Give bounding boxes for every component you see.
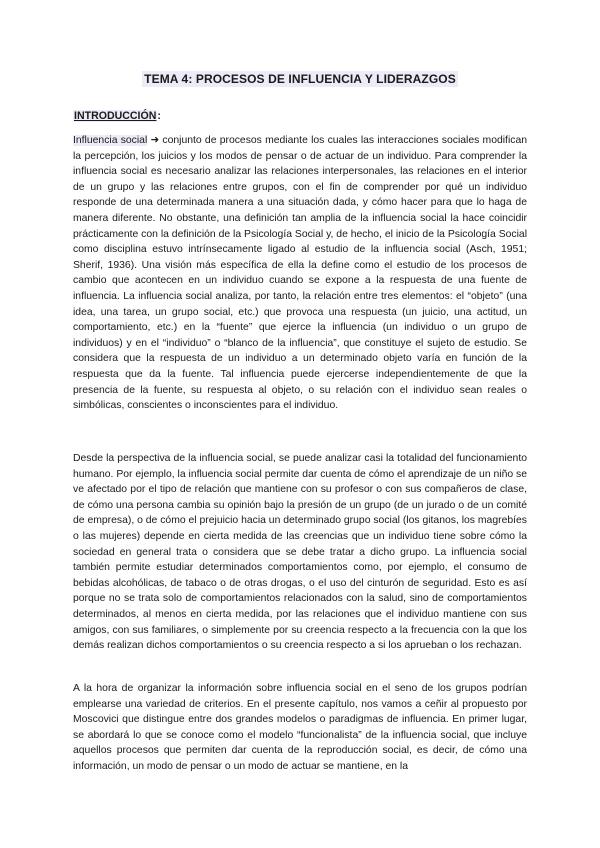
- page-title-text: TEMA 4: PROCESOS DE INFLUENCIA Y LIDERAZGOS: [144, 72, 456, 86]
- section-heading-text: INTRODUCCIÓN: [74, 110, 157, 122]
- paragraph-1-text: ➜ conjunto de procesos mediante los cuales las interacciones sociales modifican la percepción, los juicios y los modos de pensar o de actuar de un individuo. Para comprender la influencia social es necesario analizar las relaciones interpersonales, las relaciones en el interior de un grupo y las relaciones entre grupos, con el fin de comprender por qué un individuo responde de una determinada manera a una situación dada, y cómo hacer para que lo haga de manera diferente. No obstante, una definición tan amplia de la influencia social la hace coincidir prácticamente con la definición de la Psicología Social y, de hecho, el inicio de la Psicología Social como disciplina estuvo intrínsecamente ligado al estudio de la influencia social (Asch, 1951; Sherif, 1936). Una visión más específica de ella la define como el estudio de los procesos de cambio que acontecen en un individuo cuando se expone a la respuesta de una fuente de influencia. La influencia social analiza, por tanto, la relación entre tres elementos: el “objeto” (una idea, una tarea, un grupo social, etc.) que provoca una respuesta (un juicio, una actitud, un comportamiento, etc.) en la “fuente” que ejerce la influencia (un individuo o un grupo de individuos) y en el “individuo” o “blanco de la influencia”, que constituye el sujeto de estudio. Se considera que la respuesta de un individuo a un determinado objeto varía en función de la respuesta que da la fuente. Tal influencia puede ejercerse independientemente de que la presencia de la fuente, su respuesta al objeto, o su relación con el individuo sean reales o simbólicas, conscientes o inconscientes para el individuo.: [73, 135, 528, 412]
- page-title: [0, 72, 600, 86]
- paragraph-2-text: Desde la perspectiva de la influencia social, se puede analizar casi la totalidad del funcionamiento humano. Por ejemplo, la influencia social permite dar cuenta de cómo el aprendizaje de un niño se ve afectado por el tipo de relación que mantiene con su profesor o con sus compañeros de clase, de cómo una persona cambia su opinión bajo la presión de un grupo (de un jurado o de un comité de empresa), o de cómo el prejuicio hacia un determinado grupo social (los gitanos, los magrebíes o las mujeres) depende en cierta medida de las creencias que un individuo tiene sobre cómo la sociedad en general trata o considera que se debe tratar a dicho grupo. La influencia social también permite estudiar determinados comportamientos como, por ejemplo, el consumo de bebidas alcohólicas, de tabaco o de otras drogas, o el uso del cinturón de seguridad. Esto es así porque no se trata solo de comportamientos relacionados con la salud, sino de comportamientos determinados, al menos en cierta medida, por las relaciones que el individuo mantiene con sus amigos, con sus familiares, o simplemente por su creencia respecto a la frecuencia con la que los demás realizan dichos comportamientos o su creencia respecto a si los aprueban o los rechazan.: [73, 453, 527, 652]
- section-heading: [73, 110, 161, 122]
- paragraph-2: [73, 451, 527, 654]
- paragraph-3-text: A la hora de organizar la información sobre influencia social en el seno de los grupos podrían emplearse una variedad de criterios. En el presente capítulo, nos vamos a ceñir al propuesto por Moscovici que distingue entre dos grandes modelos o paradigmas de influencia. En primer lugar, se abordará lo que se conoce como el modelo “funcionalista” de la influencia social, que incluye aquellos procesos que permiten dar cuenta de la reproducción social, es decir, de cómo una información, un modo de pensar o un modo de actuar se mantiene, en la: [73, 683, 527, 772]
- paragraph-1: [73, 133, 527, 414]
- section-heading-colon: :: [157, 110, 161, 122]
- paragraph-3: [73, 681, 527, 775]
- paragraph-1-highlight: Influencia social: [73, 135, 148, 146]
